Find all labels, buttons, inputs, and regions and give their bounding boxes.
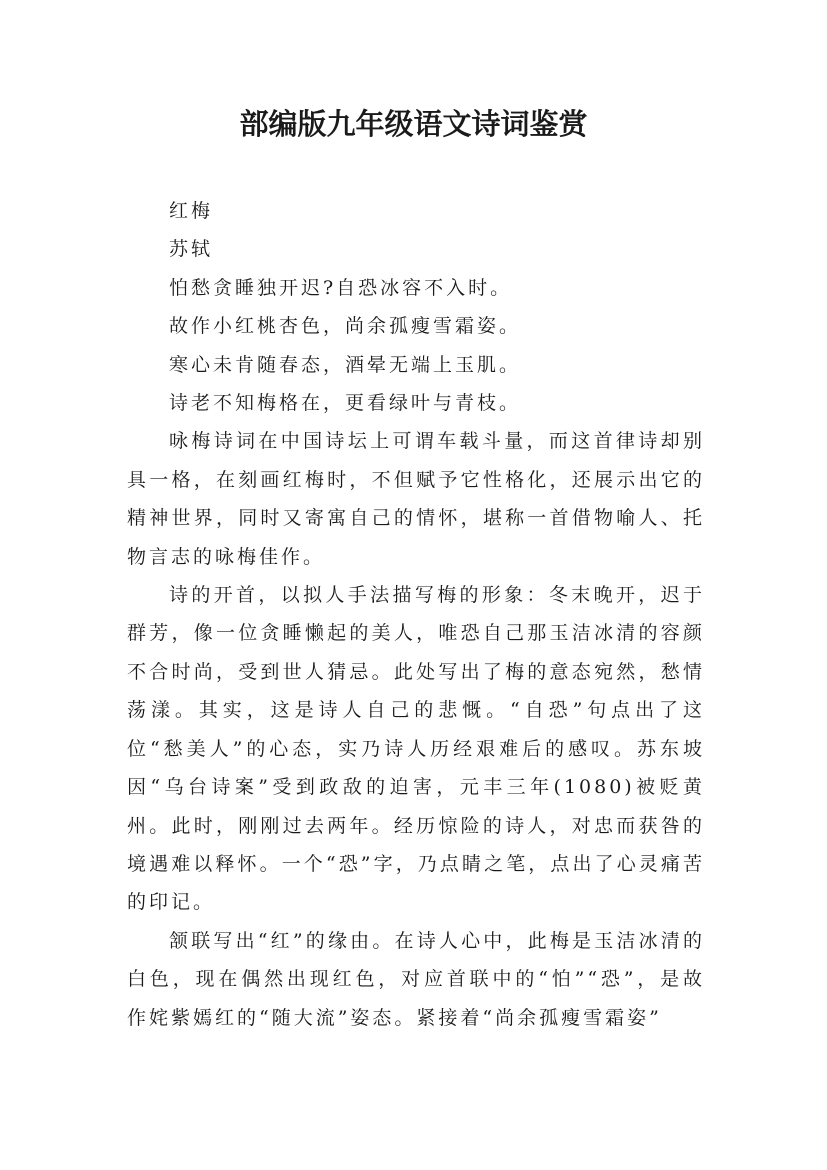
document-title: 部编版九年级语文诗词鉴赏: [239, 107, 588, 141]
commentary-paragraph-3: 颔联写出“红”的缘由。在诗人心中，此梅是玉洁冰清的白色，现在偶然出现红色，对应首联中的“怕”“恐”，是故作姹紫嫣红的“随大流”姿态。紧接着“尚余孤瘦雪霜姿”: [127, 929, 705, 1029]
poem-line-1: 怕愁贪睡独开迟?自恐冰容不入时。: [169, 276, 513, 299]
poem-line-4: 诗老不知梅格在，更看绿叶与青枝。: [169, 392, 522, 415]
poem-line-3: 寒心未肯随春态，酒晕无端上玉肌。: [169, 353, 522, 376]
poem-author: 苏轼: [169, 238, 214, 261]
poem-title: 红梅: [169, 200, 214, 222]
document-body: [127, 192, 705, 1037]
commentary-paragraph-2: 诗的开首，以拟人手法描写梅的形象：冬末晚开，迟于群芳，像一位贪睡懒起的美人，唯恐自己那玉洁冰清的容颜不合时尚，受到世人猜忌。此处写出了梅的意态宛然，愁情荡漾。其实，这是诗人自己的悲慨。“自恐”句点出了这位“愁美人”的心态，实乃诗人历经艰难后的感叹。苏东坡因“乌台诗案”受到政敌的迫害，元丰三年(1080)被贬黄州。此时，刚刚过去两年。经历惊险的诗人，对忠而获咎的境遇难以释怀。一个“恐”字，乃点睛之笔，点出了心灵痛苦的印记。: [127, 584, 705, 914]
poem-line-2: 故作小红桃杏色，尚余孤瘦雪霜姿。: [169, 315, 522, 338]
commentary-paragraph-1: 咏梅诗词在中国诗坛上可谓车载斗量，而这首律诗却别具一格，在刻画红梅时，不但赋予它性格化，还展示出它的精神世界，同时又寄寓自己的情怀，堪称一首借物喻人、托物言志的咏梅佳作。: [127, 430, 705, 568]
